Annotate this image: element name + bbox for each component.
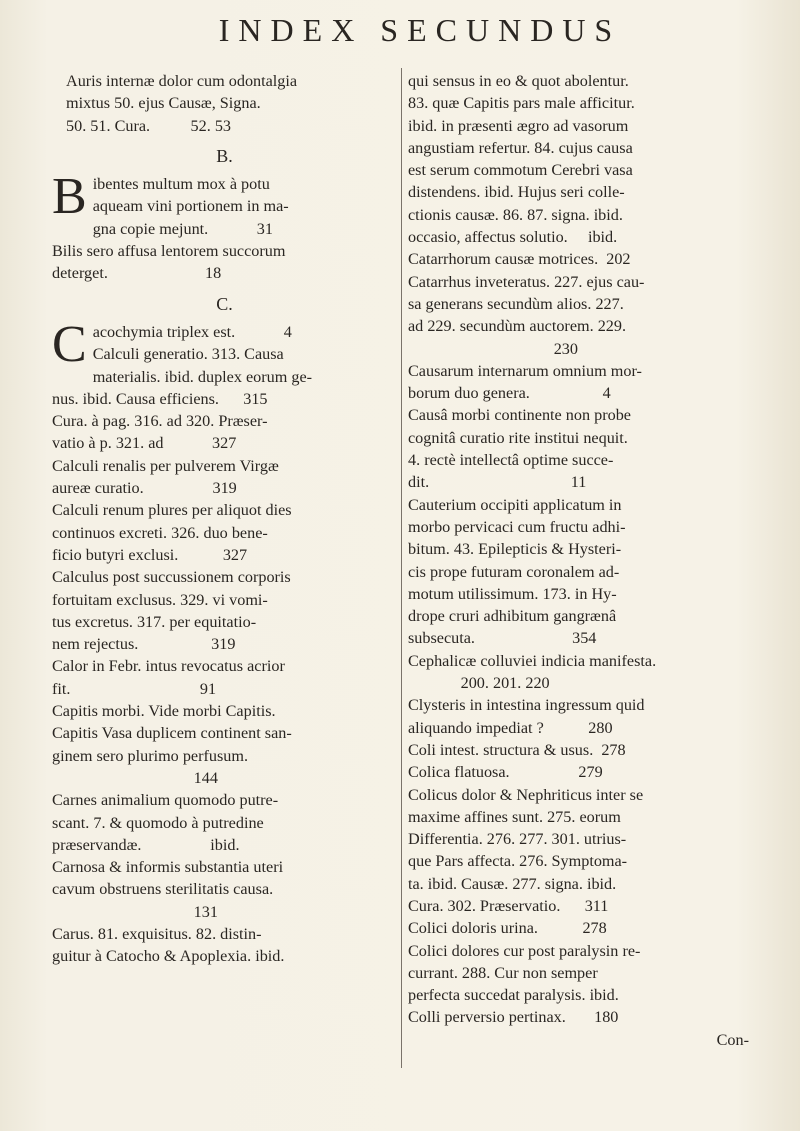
index-line: 4. rectè intellectâ optime succe- — [408, 451, 614, 470]
index-line: materialis. ibid. duplex eorum ge- — [92, 367, 313, 386]
index-line: morbo pervicaci cum fructu adhi- — [408, 517, 626, 536]
index-line: gna copie mejunt. 31 — [92, 219, 273, 238]
index-line: currant. 288. Cur non semper — [408, 963, 598, 982]
index-line: borum duo genera. 4 — [408, 384, 611, 403]
index-line: Carnes animalium quomodo putre- — [52, 791, 279, 810]
index-line: Colica flatuosa. 279 — [408, 763, 603, 782]
index-line: Calculi generatio. 313. Causa — [92, 345, 284, 364]
index-line: distendens. ibid. Hujus seri colle- — [408, 183, 625, 202]
dropcap-c: C — [52, 315, 87, 373]
index-line: præservandæ. ibid. — [52, 835, 240, 854]
index-line: Causâ morbi continente non probe — [408, 406, 631, 425]
index-line: Auris internæ dolor cum odontalgia — [66, 72, 298, 90]
right-column — [408, 70, 755, 1051]
index-line: fit. 91 — [52, 679, 217, 698]
index-line: Cura. 302. Præservatio. 311 — [408, 896, 609, 915]
index-line: ad 229. secundùm auctorem. 229. — [408, 317, 627, 336]
index-line: 50. 51. Cura. 52. 53 — [66, 116, 232, 135]
index-line: Colici doloris urina. 278 — [408, 919, 607, 938]
section-letter-c: C. — [216, 293, 233, 314]
index-line: nus. ibid. Causa efficiens. 315 — [52, 389, 268, 408]
index-line: continuos excreti. 326. duo bene- — [52, 523, 268, 542]
index-line: Carus. 81. exquisitus. 82. distin- — [52, 924, 262, 943]
index-line: vatio à p. 321. ad 327 — [52, 434, 237, 453]
index-line: ficio butyri exclusi. 327 — [52, 545, 248, 564]
index-line: 200. 201. 220 — [408, 674, 550, 693]
entry-c — [52, 315, 397, 968]
index-line: ibentes multum mox à potu — [92, 175, 270, 194]
index-line: Colicus dolor & Nephriticus inter se — [408, 785, 644, 804]
index-line: Calculi renum plures per aliquot dies — [52, 501, 292, 520]
index-line: Calculus post succussionem corporis — [52, 568, 291, 587]
index-line: tus excretus. 317. per equitatio- — [52, 612, 257, 631]
index-line: perfecta succedat paralysis. ibid. — [408, 986, 619, 1005]
index-line: nem rejectus. 319 — [52, 635, 236, 654]
index-line: Calculi renalis per pulverem Virgæ — [52, 456, 279, 475]
index-line: deterget. 18 — [52, 264, 222, 283]
index-line: 83. quæ Capitis pars male afficitur. — [408, 94, 635, 113]
index-line: Causarum internarum omnium mor- — [408, 361, 642, 380]
index-line: drope cruri adhibitum gangrænâ — [408, 607, 617, 626]
index-line: ctionis causæ. 86. 87. signa. ibid. — [408, 205, 623, 224]
index-line: Catarrhorum causæ motrices. 202 — [408, 250, 631, 269]
dropcap-b: B — [52, 168, 87, 226]
index-line: fortuitam exclusus. 329. vi vomi- — [52, 590, 268, 609]
index-line: Colli perversio pertinax. 180 — [408, 1008, 619, 1027]
index-line: guitur à Catocho & Apoplexia. ibid. — [52, 947, 285, 966]
index-line: cavum obstruens sterilitatis causa. — [52, 880, 274, 899]
index-line: que Pars affecta. 276. Symptoma- — [408, 852, 628, 871]
index-line: ginem sero plurimo perfusum. — [52, 746, 249, 765]
index-line: 144 — [52, 768, 218, 787]
index-line: acochymia triplex est. 4 — [92, 322, 292, 341]
entry-b — [52, 168, 397, 284]
column-divider — [401, 68, 402, 1068]
index-line: angustiam refertur. 84. cujus causa — [408, 138, 633, 157]
index-line: Capitis morbi. Vide morbi Capitis. — [52, 702, 276, 721]
index-line: Cephalicæ colluviei indicia manifesta. — [408, 651, 657, 670]
index-line: Differentia. 276. 277. 301. utrius- — [408, 830, 627, 849]
index-line: ibid. in præsenti ægro ad vasorum — [408, 116, 629, 135]
index-line: cis prope futuram coronalem ad- — [408, 562, 620, 581]
index-line: Bilis sero affusa lentorem succorum — [52, 242, 286, 261]
index-line: aliquando impediat ? 280 — [408, 718, 613, 737]
index-line: Calor in Febr. intus revocatus acrior — [52, 657, 285, 676]
index-line: Cura. à pag. 316. ad 320. Præser- — [52, 412, 268, 431]
index-line: motum utilissimum. 173. in Hy- — [408, 584, 617, 603]
index-line: Catarrhus inveteratus. 227. ejus cau- — [408, 272, 645, 291]
left-column — [52, 70, 397, 968]
index-line: maxime affines sunt. 275. eorum — [408, 807, 621, 826]
index-line: mixtus 50. ejus Causæ, Signa. — [66, 94, 261, 113]
index-line: subsecuta. 354 — [408, 629, 597, 648]
index-line: scant. 7. & quomodo à putredine — [52, 813, 264, 832]
index-line: Capitis Vasa duplicem continent san- — [52, 724, 292, 743]
index-line: Clysteris in intestina ingressum quid — [408, 696, 645, 715]
index-line: sa generans secundùm alios. 227. — [408, 294, 624, 313]
index-line: ta. ibid. Causæ. 277. signa. ibid. — [408, 874, 617, 893]
index-line: 131 — [52, 902, 218, 921]
index-line: aureæ curatio. 319 — [52, 479, 237, 498]
index-line: bitum. 43. Epilepticis & Hysteri- — [408, 540, 622, 559]
index-line: Colici dolores cur post paralysin re- — [408, 941, 641, 960]
index-line: aqueam vini portionem in ma- — [92, 197, 289, 216]
index-line: cognitâ curatio rite institui nequit. — [408, 428, 628, 447]
index-line: 230 — [408, 339, 578, 358]
catchword: Con- — [716, 1030, 749, 1049]
index-line: qui sensus in eo & quot abolentur. — [408, 72, 629, 90]
index-line: est serum commotum Cerebri vasa — [408, 161, 633, 180]
index-line: occasio, affectus solutio. ibid. — [408, 228, 618, 247]
index-line: dit. 11 — [408, 473, 587, 492]
page-header: INDEX SECUNDUS — [218, 12, 622, 48]
index-line: Coli intest. structura & usus. 278 — [408, 740, 626, 759]
index-line: Carnosa & informis substantia uteri — [52, 858, 284, 877]
index-line: Cauterium occipiti applicatum in — [408, 495, 622, 514]
section-letter-b: B. — [216, 145, 233, 166]
